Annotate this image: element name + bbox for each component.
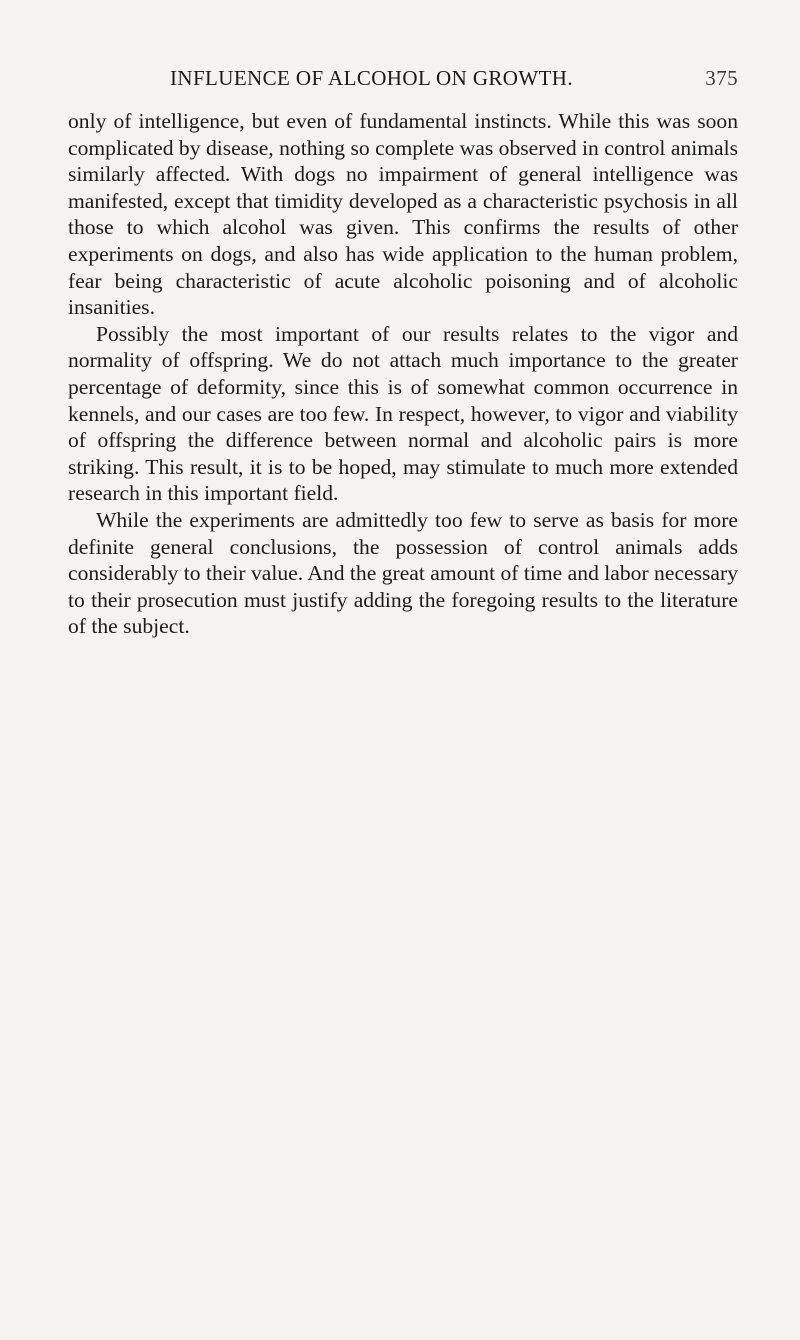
page-header [68,66,738,96]
running-head: INFLUENCE OF ALCOHOL ON GROWTH. [170,66,574,90]
body-text [68,108,738,640]
paragraph-conclusion: While the experiments are admittedly too few to serve as basis for more definite general conclusions, the possession of control animals adds considerably to their value. And the great amount of time and labor necessary to their prosecution must justify adding the foregoing results to the literature of the subject. [68,507,738,639]
paragraph-continuation: only of intelligence, but even of fundamental instincts. While this was soon complicated by disease, nothing so complete was observed in control animals similarly affected. With dogs no impairment of general intelligence was manifested, except that timidity developed as a characteristic psychosis in all those to which alcohol was given. This confirms the results of other experiments on dogs, and also has wide application to the human problem, fear being characteristic of acute alcoholic poisoning and of alcoholic insanities. [68,109,738,320]
paragraph-offspring: Possibly the most important of our results relates to the vigor and normality of offspring. We do not attach much importance to the greater percentage of deformity, since this is of somewhat common occurrence in kennels, and our cases are too few. In respect, however, to vigor and viability of offspring the difference between normal and alcoholic pairs is more striking. This result, it is to be hoped, may stimulate to much more extended research in this important field. [68,321,738,506]
page-number: 375 [705,66,738,90]
